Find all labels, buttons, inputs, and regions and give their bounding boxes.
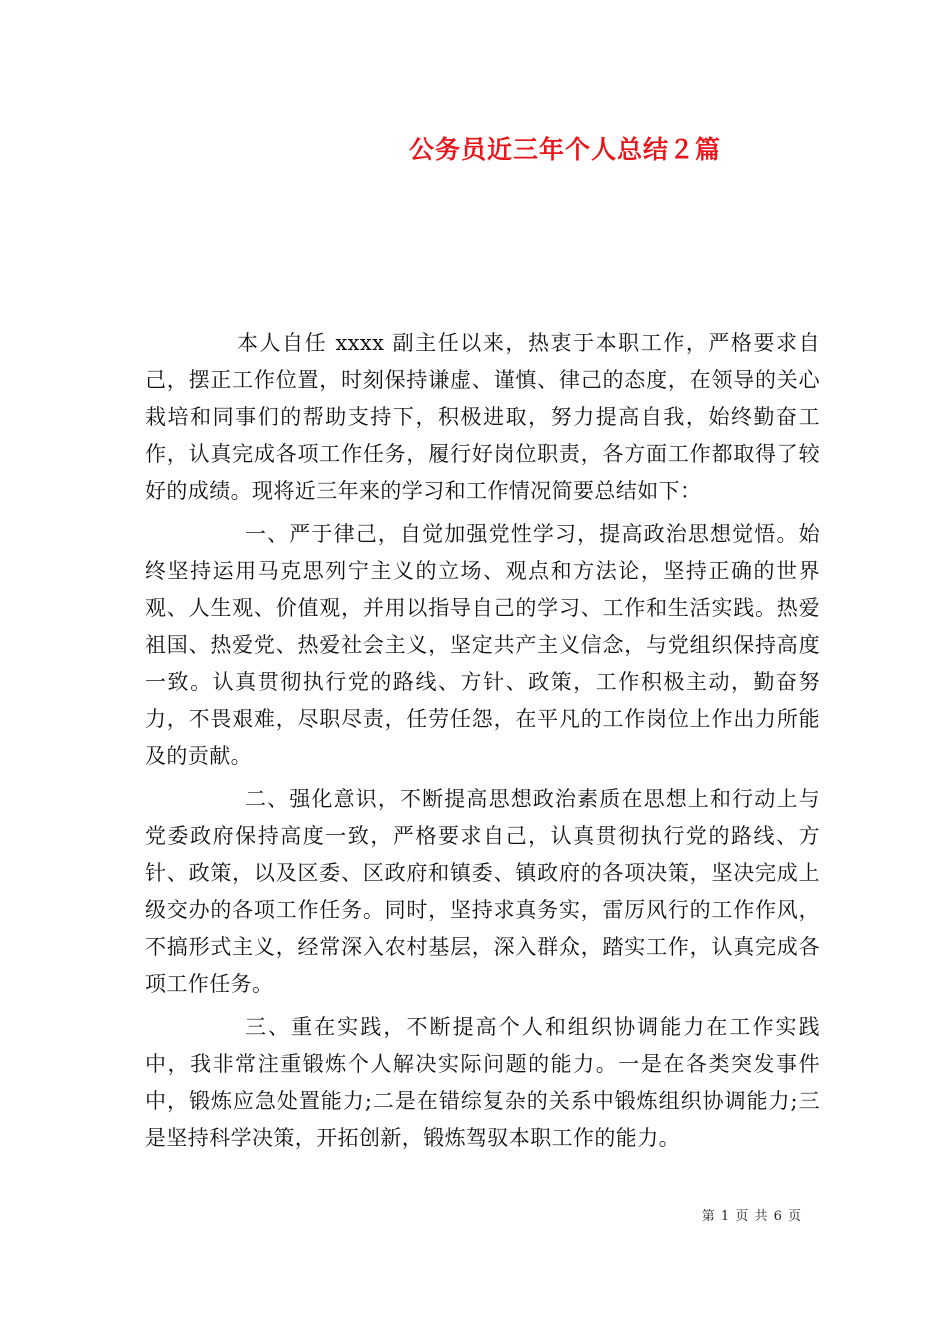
page-number-footer: 第 1 页 共 6 页 [701,1209,802,1224]
paragraph-section-2: 二、强化意识，不断提高思想政治素质在思想上和行动上与党委政府保持高度一致，严格要求自己，认真贯彻执行党的路线、方针、政策，以及区委、区政府和镇委、镇政府的各项决策，坚决完成上级交办的各项工作任务。同时，坚持求真务实，雷厉风行的工作作风，不搞形式主义，经常深入农村基层，深入群众，踏实工作，认真完成各项工作任务。 [145,787,820,996]
paragraph-intro: 本人自任 xxxx 副主任以来，热衷于本职工作，严格要求自己，摆正工作位置，时刻保持谦虚、谨慎、律己的态度，在领导的关心栽培和同事们的帮助支持下，积极进取，努力提高自我，始终勤奋工作，认真完成各项工作任务，履行好岗位职责，各方面工作都取得了较好的成绩。现将近三年来的学习和工作情况简要总结如下： [145,331,820,503]
paragraph-section-1: 一、严于律己，自觉加强党性学习，提高政治思想觉悟。始终坚持运用马克思列宁主义的立场、观点和方法论，坚持正确的世界观、人生观、价值观，并用以指导自己的学习、工作和生活实践。热爱祖国、热爱党、热爱社会主义，坚定共产主义信念，与党组织保持高度一致。认真贯彻执行党的路线、方针、政策，工作积极主动，勤奋努力，不畏艰难，尽职尽责，任劳任怨，在平凡的工作岗位上作出力所能及的贡献。 [145,522,820,768]
paragraph-section-3: 三、重在实践，不断提高个人和组织协调能力在工作实践中，我非常注重锻炼个人解决实际问题的能力。一是在各类突发事件中，锻炼应急处置能力;二是在错综复杂的关系中锻炼组织协调能力;三是坚持科学决策，开拓创新，锻炼驾驭本职工作的能力。 [145,1015,820,1150]
document-body [145,325,820,1157]
document-title: 公务员近三年个人总结２篇 [408,135,721,164]
